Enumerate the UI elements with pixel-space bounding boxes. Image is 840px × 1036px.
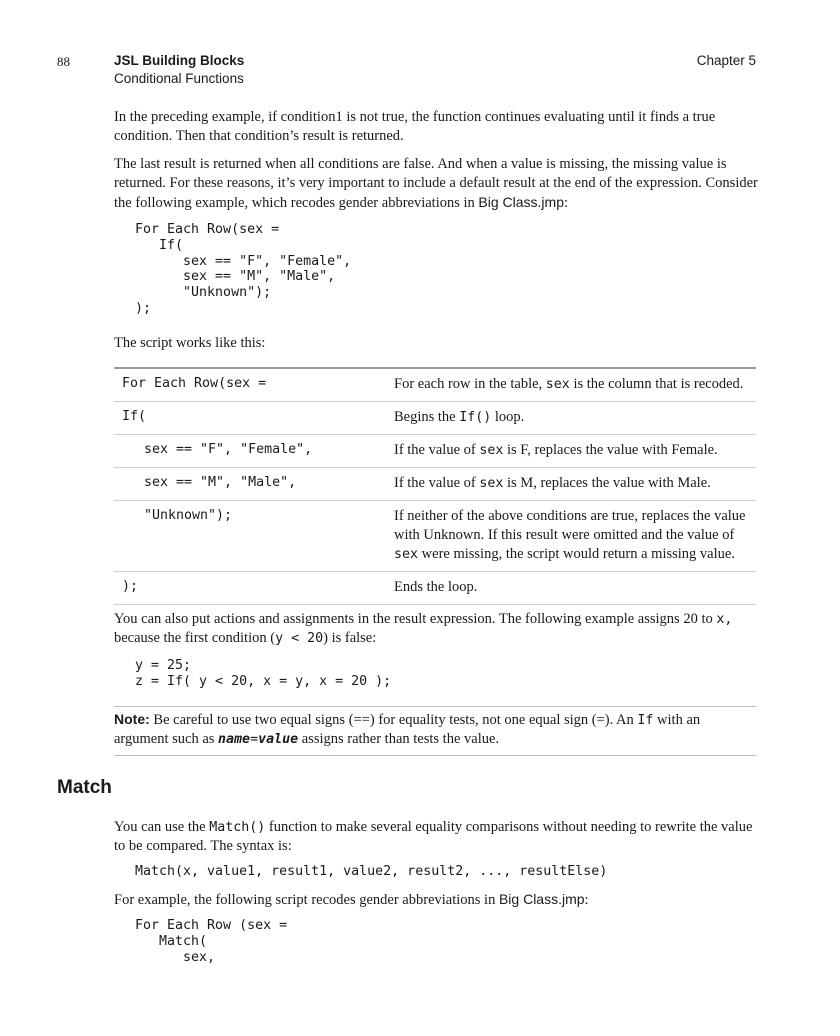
- filename-big-class: Big Class.jmp: [498, 891, 585, 907]
- table-description-cell: If the value of sex is M, replaces the value with Male.: [386, 468, 756, 501]
- page-number: 88: [57, 54, 70, 69]
- running-header-title: JSL Building Blocks: [114, 53, 245, 68]
- table-row: [114, 468, 756, 501]
- code-match-syntax: Match(x, value1, result1, value2, result2, ..., resultElse): [135, 864, 608, 879]
- paragraph-match-example: For example, the following script recodes gender abbreviations in Big Class.jmp:: [114, 891, 589, 908]
- filename-big-class: Big Class.jmp: [478, 194, 564, 210]
- table-description-cell: If neither of the above conditions are true, replaces the value with Unknown. If this result were omitted and the value of sex were missing, the script would return a missing value.: [386, 501, 756, 572]
- running-header-subtitle: Conditional Functions: [114, 71, 244, 86]
- note-box: Note: Be careful to use two equal signs (==) for equality tests, not one equal sign (=). An If with an argument such as name=value assigns rather than tests the value.: [114, 706, 756, 756]
- table-row: [114, 402, 756, 435]
- paragraph-default-result: The last result is returned when all conditions are false. And when a value is missing, the missing value is returned. For these reasons, it’s very important to include a default result at the end of the expression. Consider the following example, which recodes gender abbreviations in Big Class.jmp:: [114, 156, 758, 211]
- table-code-cell: For Each Row(sex =: [114, 368, 386, 402]
- table-row: [114, 572, 756, 605]
- table-description-cell: Ends the loop.: [386, 572, 756, 605]
- table-row: [114, 368, 756, 402]
- table-code-cell: "Unknown");: [114, 501, 386, 572]
- table-description-cell: For each row in the table, sex is the column that is recoded.: [386, 368, 756, 402]
- table-description-cell: Begins the If() loop.: [386, 402, 756, 435]
- table-code-cell: If(: [114, 402, 386, 435]
- code-example-match: For Each Row (sex = Match( sex,: [135, 918, 288, 965]
- paragraph-preceding-example: In the preceding example, if condition1 is not true, the function continues evaluating until it finds a true condition. Then that condition’s result is returned.: [114, 109, 716, 144]
- paragraph-match-intro: You can use the Match() function to make several equality comparisons without needing to rewrite the value to be compared. The syntax is:: [114, 819, 753, 854]
- paragraph-actions-assignments: You can also put actions and assignments in the result expression. The following example assigns 20 to x, because the first condition (y < 20) is false:: [114, 611, 733, 646]
- table-code-cell: sex == "F", "Female",: [114, 435, 386, 468]
- paragraph-script-works: The script works like this:: [114, 335, 266, 351]
- table-row: [114, 501, 756, 572]
- code-example-assignment: y = 25; z = If( y < 20, x = y, x = 20 );: [135, 658, 392, 689]
- table-code-cell: sex == "M", "Male",: [114, 468, 386, 501]
- script-explanation-table: [114, 367, 756, 605]
- note-label: Note:: [114, 711, 150, 727]
- section-heading-match: Match: [57, 777, 112, 798]
- code-example-if: For Each Row(sex = If( sex == "F", "Female", sex == "M", "Male", "Unknown"); );: [135, 222, 352, 316]
- table-code-cell: );: [114, 572, 386, 605]
- table-description-cell: If the value of sex is F, replaces the value with Female.: [386, 435, 756, 468]
- table-row: [114, 435, 756, 468]
- chapter-label: Chapter 5: [696, 53, 756, 68]
